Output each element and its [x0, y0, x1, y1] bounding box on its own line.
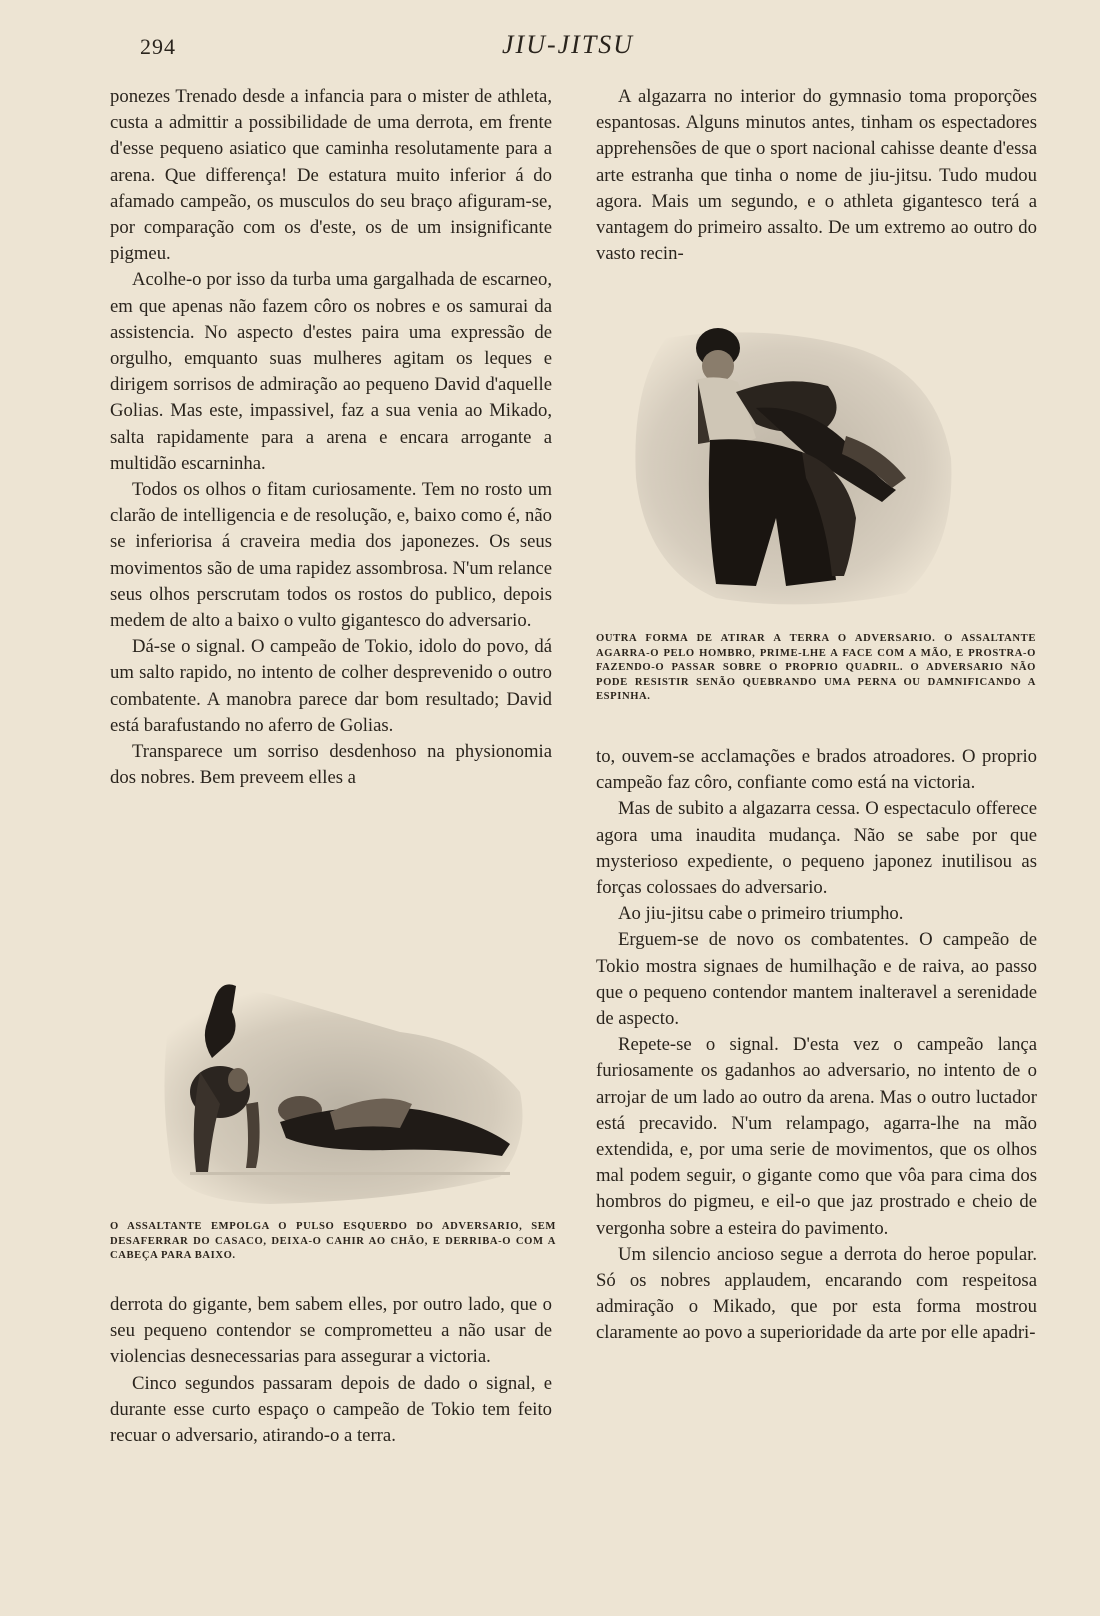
- paragraph: Dá-se o signal. O campeão de Tokio, idolo do povo, dá um salto rapido, no intento de colher desprevenido o outro combatente. A manobra parece dar bom resultado; David está barafustando no aferro de Golias.: [110, 636, 552, 736]
- paragraph: Mas de subito a algazarra cessa. O espectaculo offerece agora uma inaudita mudança. Não se sabe por que mysterioso expediente, o pequeno japonez inutilisou as forças colossaes do adversario.: [596, 798, 1037, 899]
- paragraph: Cinco segundos passaram depois de dado o signal, e durante esse curto espaço o campeão de Tokio tem feito recuar o adversario, atirando-o a terra.: [110, 1372, 552, 1447]
- photo-caption: O ASSALTANTE EMPOLGA O PULSO ESQUERDO DO ADVERSARIO, SEM DESAFERRAR DO CASACO, DEIXA-O CAHIR AO CHÃO, E DERRIBA-O COM A CABEÇA PARA BAIXO.: [110, 1221, 556, 1262]
- paragraph: Um silencio ancioso segue a derrota do heroe popular. Só os nobres applaudem, encarando com respeitosa admiração o Mikado, que por esta forma mostrou claramente ao povo a superioridade da arte por elle apadri-: [596, 1243, 1037, 1344]
- left-column-bottom: [110, 1292, 552, 1449]
- photo-floor-throw: [150, 972, 530, 1212]
- paragraph: Erguem-se de novo os combatentes. O campeão de Tokio mostra signaes de humilhação e de raiva, ao passo que o pequeno contendor mantem inalteravel a serenidade de aspecto.: [596, 929, 1037, 1030]
- paragraph: Repete-se o signal. D'esta vez o campeão lança furiosamente os gadanhos ao adversario, no intento de o arrojar de um lado ao outro da arena. Mas o outro luctador está precavido. N'um relampago, agarra-lhe na mão extendida, e, por uma serie de movimentos, que os olhos mal podem seguir, o gigante como que vôa para cima dos hombros do pigmeu, e eil-o que jaz prostrado e cheio de vergonha sobre a esteira do pavimento.: [596, 1034, 1037, 1239]
- paragraph: Ao jiu-jitsu cabe o primeiro triumpho.: [618, 903, 904, 925]
- running-head: JIU-JITSU: [502, 30, 635, 59]
- right-column-top: [596, 84, 1037, 267]
- right-column-bottom: [596, 744, 1037, 1347]
- photo-caption: OUTRA FORMA DE ATIRAR A TERRA O ADVERSARIO. O ASSALTANTE AGARRA-O PELO HOMBRO, PRIME-LHE A FACE COM A MÃO, E PROSTRA-O FAZENDO-O PASSAR SOBRE O PROPRIO QUADRIL. O ADVERSARIO NÃO PODE RESISTIR SENÃO QUEBRANDO UMA PERNA OU DAMNIFICANDO A ESPINHA.: [596, 633, 1036, 703]
- left-column-top: [110, 84, 552, 791]
- paragraph: Transparece um sorriso desdenhoso na physionomia dos nobres. Bem preveem elles a: [110, 741, 552, 789]
- paragraph: Acolhe-o por isso da turba uma gargalhada de escarneo, em que apenas não fazem côro os nobres e os samurai da assistencia. No aspecto d'estes paira uma expressão de orgulho, emquanto suas mulheres agitam os leques e dirigem sorrisos de admiração ao pequeno David d'aquelle Golias. Mas este, impassivel, faz a sua venia ao Mikado, salta rapidamente para a arena e encara arrogante a multidão escarninha.: [110, 269, 552, 474]
- paragraph: to, ouvem-se acclamações e brados atroadores. O proprio campeão faz côro, confiante como está na victoria.: [596, 746, 1037, 794]
- photo-hip-throw: [606, 318, 976, 616]
- paragraph: A algazarra no interior do gymnasio toma proporções espantosas. Alguns minutos antes, tinham os espectadores apprehensões de que o sport nacional cahisse deante d'essa arte estranha que tinha o nome de jiu-jitsu. Tudo mudou agora. Mais um segundo, e o athleta gigantesco terá a vantagem do primeiro assalto. De um extremo ao outro do vasto recin-: [596, 86, 1037, 265]
- paragraph: derrota do gigante, bem sabem elles, por outro lado, que o seu pequeno contendor se comprometteu a não usar de violencias desnecessarias para assegurar a victoria.: [110, 1294, 552, 1368]
- paragraph: ponezes Trenado desde a infancia para o mister de athleta, custa a admittir a possibilidade de uma derrota, em frente d'esse pequeno asiatico que caminha resolutamente para a arena. Que differença! De estatura muito inferior á do afamado campeão, os musculos do seu braço afiguram-se, por comparação com os d'este, os de um insignificante pigmeu.: [110, 86, 552, 265]
- page-number: 294: [140, 34, 176, 59]
- paragraph: Todos os olhos o fitam curiosamente. Tem no rosto um clarão de intelligencia e de resolução, e, baixo como é, não se inferiorisa á craveira media dos japonezes. Os seus movimentos são de uma rapidez assombrosa. N'um relance seus olhos perscrutam todos os rostos do publico, depois medem de alto a baixo o vulto gigantesco do adversario.: [110, 479, 552, 632]
- page-header: [0, 30, 1100, 64]
